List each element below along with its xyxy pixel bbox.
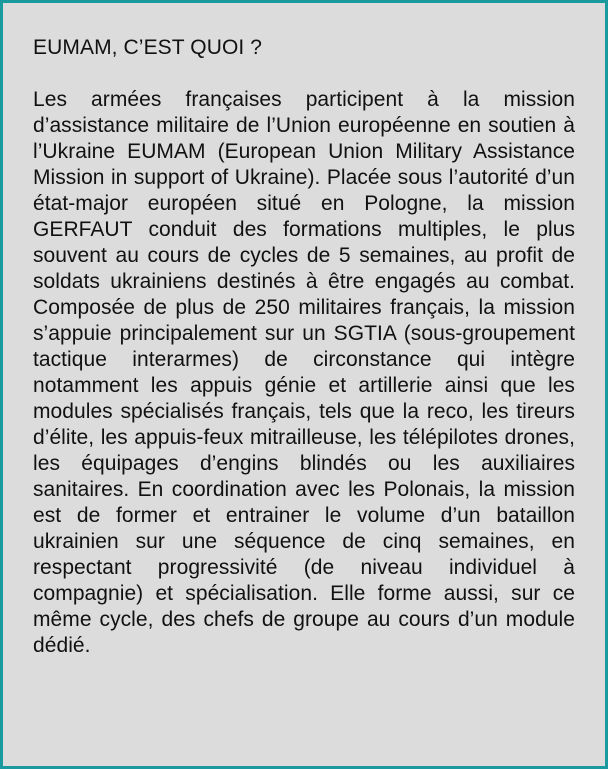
box-title: EUMAM, C’EST QUOI ? [33,36,263,59]
box-paragraph: Les armées françaises participent à la mission d’assistance militaire de l’Union européenne en soutien à l’Ukraine EUMAM (European Union Military Assistance Mission in support of Ukraine). Placée sous l’autorité d’un état-major européen situé en Pologne, la mission GERFAUT conduit des formations multiples, le plus souvent au cours de cycles de 5 semaines, au profit de soldats ukrainiens destinés à être engagés au combat. Composée de plus de 250 militaires français, la mission s’appuie principalement sur un SGTIA (sous-groupement tactique interarmes) de circonstance qui intègre notamment les appuis génie et artillerie ainsi que les modules spécialisés français, tels que la reco, les tireurs d’élite, les appuis-feux mitrailleuse, les télépilotes drones, les équipages d’engins blindés ou les auxiliaires sanitaires. En coordination avec les Polonais, la mission est de former et entrainer le volume d’un bataillon ukrainien sur une séquence de cinq semaines, en respectant progressivité (de niveau individuel à compagnie) et spécialisation. Elle forme aussi, sur ce même cycle, des chefs de groupe au cours d’un module dédié. [33,88,575,657]
